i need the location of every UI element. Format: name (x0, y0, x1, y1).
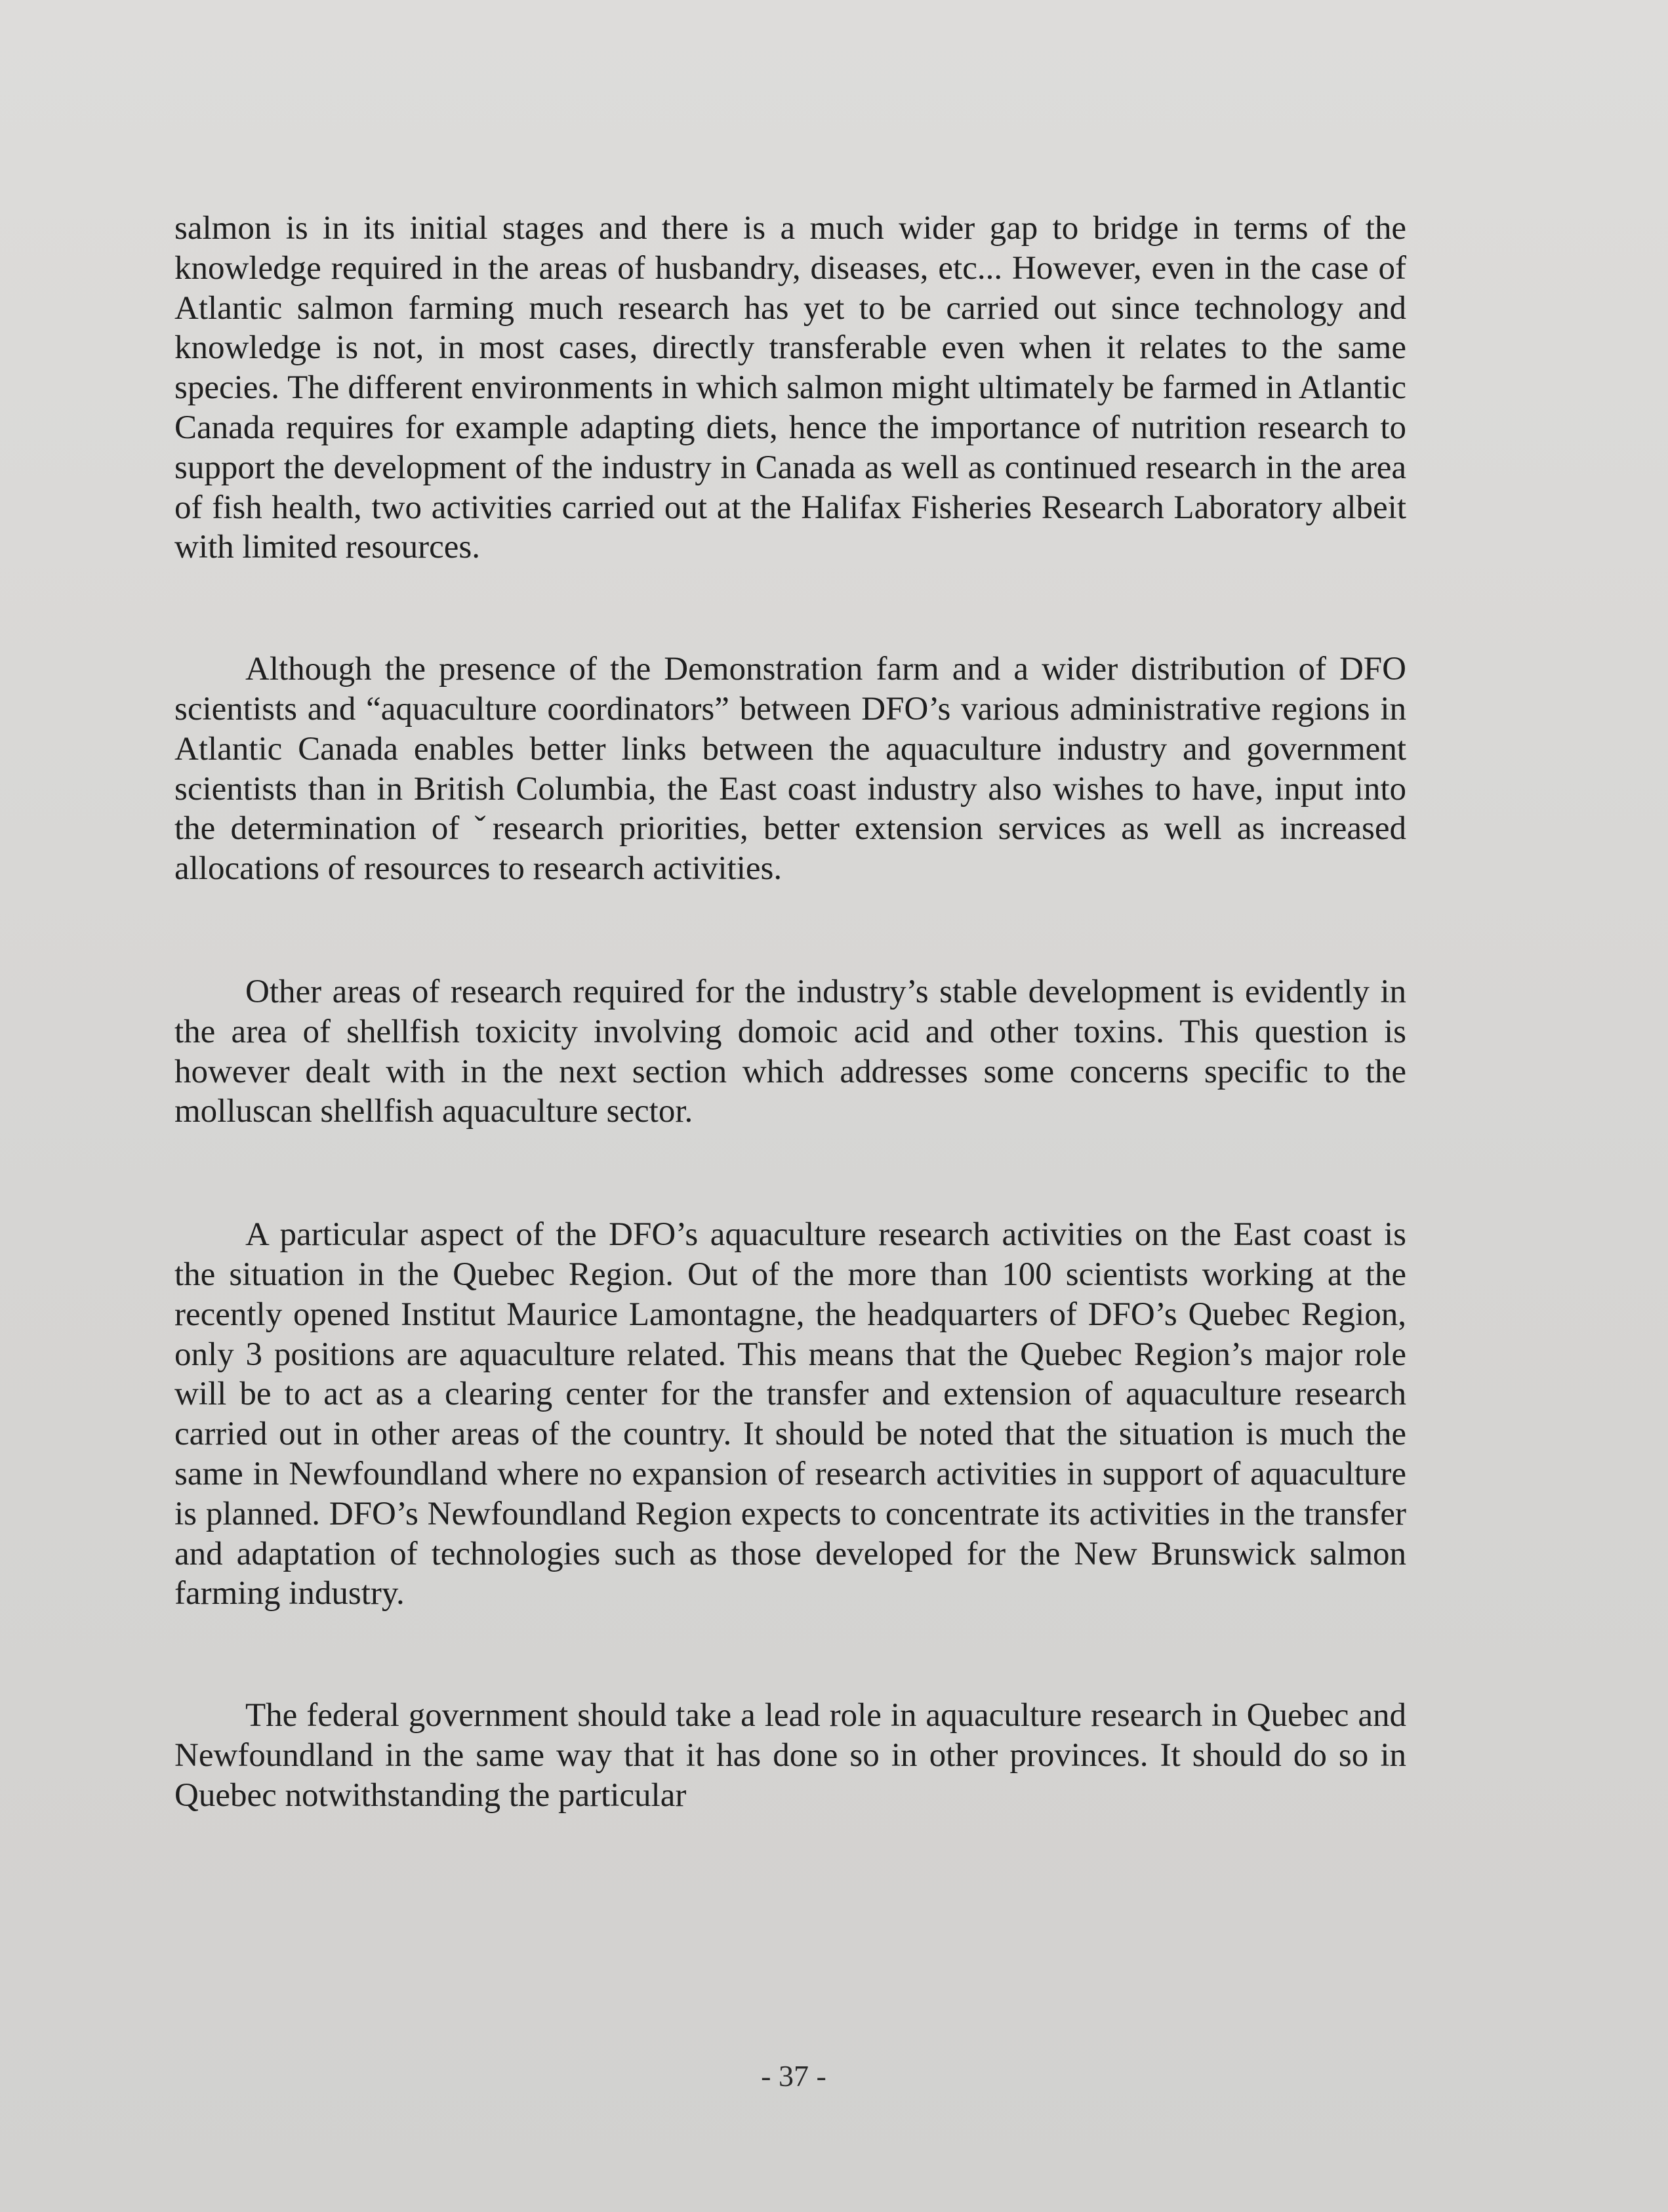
paragraph-shellfish-toxicity: Other areas of research required for the industry’s stable development is evidently in the area of shellfish toxicity involving domoic acid and other toxins. This question is however dealt with in the next section which addresses some concerns specific to the molluscan shellfish aquaculture sector. (174, 973, 1406, 1130)
paragraph-federal-government: The federal government should take a lead role in aquaculture research in Quebec and Newfoundland in the same way that it has done so in other provinces. It should do so in Quebec notwithstanding the particular (174, 1697, 1406, 1814)
paragraph-quebec-region: A particular aspect of the DFO’s aquaculture research activities on the East coast is the situation in the Quebec Region. Out of the more than 100 scientists working at the recently opened Institut Maurice Lamontagne, the headquarters of DFO’s Quebec Region, only 3 positions are aquaculture related. This means that the Quebec Region’s major role will be to act as a clearing center for the transfer and extension of aquaculture research carried out in other areas of the country. It should be noted that the situation is much the same in Newfoundland where no expansion of research activities in support of aquaculture is planned. DFO’s Newfoundland Region expects to concentrate its activities in the transfer and adaptation of technologies such as those developed for the New Brunswick salmon farming industry. (174, 1216, 1406, 1612)
paragraph-demonstration-farm: Although the presence of the Demonstration farm and a wider distribution of DFO scientists and “aquaculture coordinators” between DFO’s various administrative regions in Atlantic Canada enables better links between the aquaculture industry and government scientists than in British Columbia, the East coast industry also wishes to have, input into the determination of ˇresearch priorities, better extension services as well as increased allocations of resources to research activities. (174, 651, 1406, 888)
page-number: - 37 - (761, 2059, 826, 2093)
body-text (174, 209, 1406, 1816)
paragraph-salmon-research: salmon is in its initial stages and there is a much wider gap to bridge in terms of the knowledge required in the areas of husbandry, diseases, etc... However, even in the case of Atlantic salmon farming much research has yet to be carried out since technology and knowledge is not, in most cases, directly transferable even when it relates to the same species. The different environments in which salmon might ultimately be farmed in Atlantic Canada requires for example adapting diets, hence the importance of nutrition research to support the development of the industry in Canada as well as continued research in the area of fish health, two activities carried out at the Halifax Fisheries Research Laboratory albeit with limited resources. (174, 210, 1406, 566)
